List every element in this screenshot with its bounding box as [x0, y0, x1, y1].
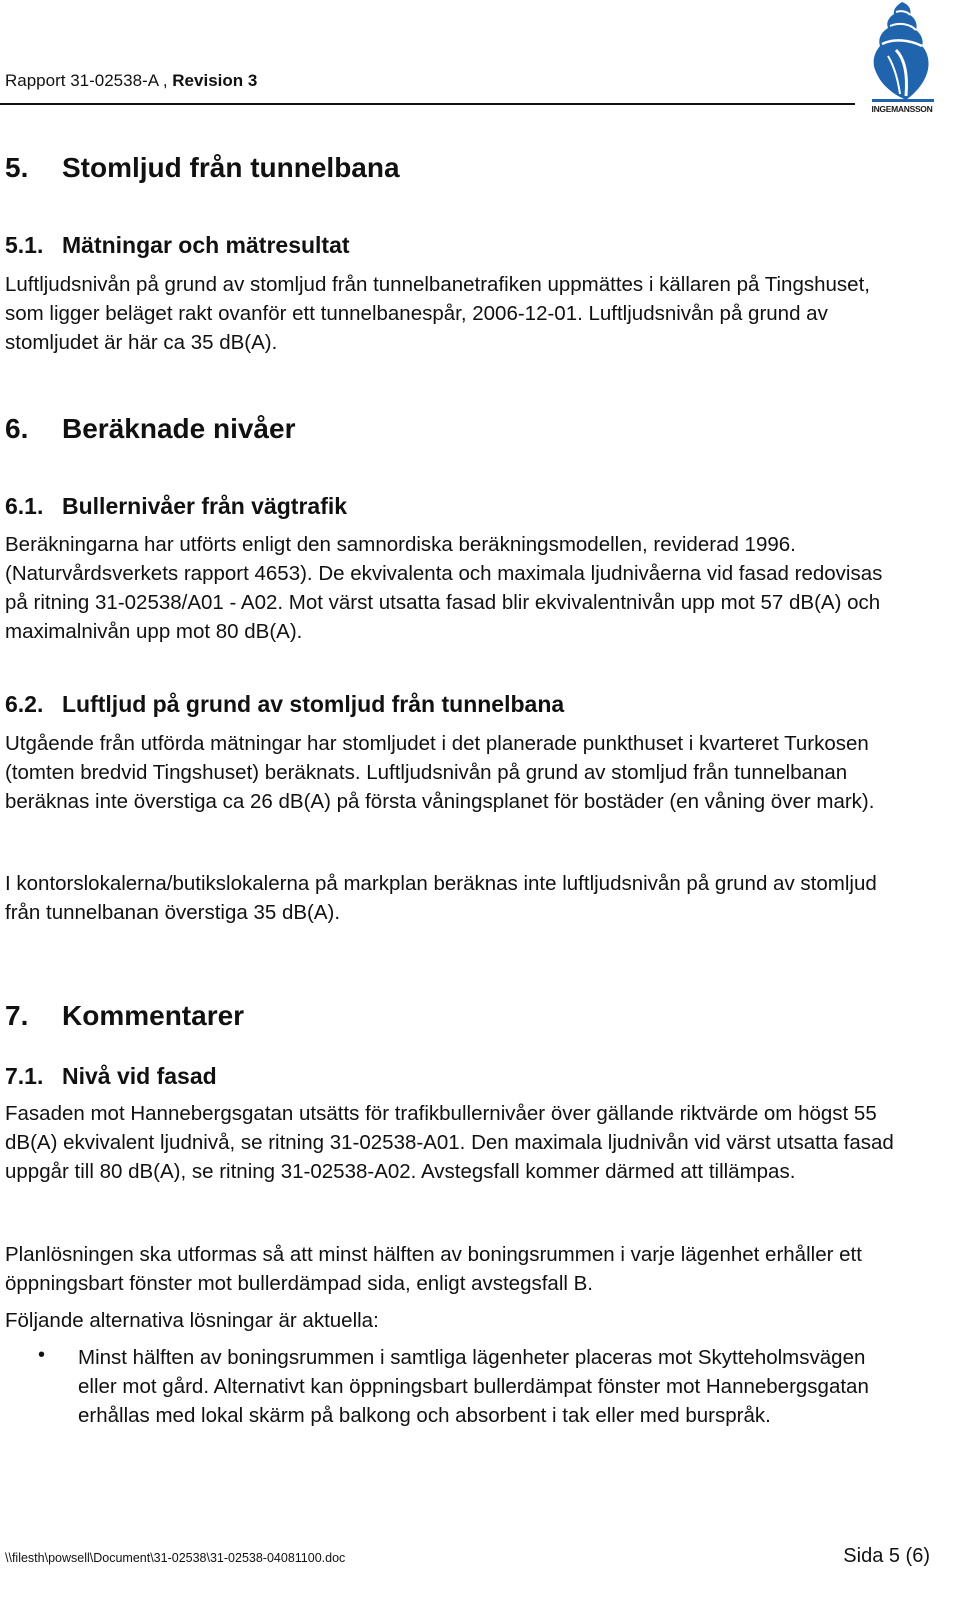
section-number: 7.1.: [5, 1063, 44, 1089]
section-7-1-paragraph-1: Fasaden mot Hannebergsgatan utsätts för trafikbullernivåer över gällande riktvärde om högst 55 dB(A) ekvivalent ljudnivå, se ritning 31-02538-A01. Den maximala ljudnivån vid värst utsatta fasad uppgår till 80 dB(A), se ritning 31-02538-A02. Avstegsfall kommer därmed att tillämpas.: [5, 1102, 894, 1183]
section-5-heading: [5, 152, 400, 184]
bullet-list-item: Minst hälften av boningsrummen i samtliga lägenheter placeras mot Skytteholmsvägen eller mot gård. Alternativt kan öppningsbart bullerdämpat fönster mot Hannebergsgatan erhållas med lokal skärm på balkong och absorbent i tak eller med burspråk.: [78, 1346, 869, 1427]
section-number: 7.: [5, 1000, 29, 1031]
section-number: 5.1.: [5, 232, 44, 258]
footer-page-number: Sida 5 (6): [843, 1545, 930, 1567]
section-7-1-paragraph-2: Planlösningen ska utformas så att minst hälften av boningsrummen i varje lägenhet erhåller ett öppningsbart fönster mot bullerdämpad sida, enligt avstegsfall B.: [5, 1243, 862, 1295]
section-number: 6.2.: [5, 691, 44, 717]
header-rule: [0, 103, 855, 105]
section-title: Kommentarer: [62, 1000, 245, 1031]
report-number: Rapport 31-02538-A ,: [5, 71, 173, 90]
revision-label: Revision 3: [172, 71, 258, 90]
section-6-1-heading: [5, 493, 347, 520]
section-5-1-heading: [5, 232, 350, 259]
section-6-2-heading: [5, 691, 564, 718]
section-title: Mätningar och mätresultat: [62, 232, 350, 258]
section-title: Luftljud på grund av stomljud från tunnelbana: [62, 691, 565, 717]
section-title: Nivå vid fasad: [62, 1063, 217, 1089]
section-title: Bullernivåer från vägtrafik: [62, 493, 348, 519]
section-number: 6.: [5, 413, 29, 444]
section-title: Stomljud från tunnelbana: [62, 152, 400, 183]
section-7-heading: [5, 1000, 244, 1032]
section-6-2-paragraph-1: Utgående från utförda mätningar har stomljudet i det planerade punkthuset i kvarteret Turkosen (tomten bredvid Tingshuset) beräknats. Luftljudsnivån på grund av stomljud från tunnelbanan beräknas inte överstiga ca 26 dB(A) på första våningsplanet för bostäder (en våning över mark).: [5, 732, 875, 813]
shell-logo-icon: [866, 0, 938, 104]
section-title: Beräknade nivåer: [62, 413, 296, 444]
footer-file-path: \\filesth\powsell\Document\31-02538\31-02538-04081100.doc: [5, 1551, 346, 1565]
report-header: [5, 71, 257, 91]
bullet-icon: •: [38, 1344, 46, 1366]
ingemansson-logo: [866, 0, 960, 120]
logo-wordmark: INGEMANSSON: [871, 104, 933, 114]
section-number: 6.1.: [5, 493, 44, 519]
section-5-1-paragraph: Luftljudsnivån på grund av stomljud från tunnelbanetrafiken uppmättes i källaren på Tingshuset, som ligger beläget rakt ovanför ett tunnelbanespår, 2006-12-01. Luftljudsnivån på grund av stomljudet är här ca 35 dB(A).: [5, 273, 870, 354]
section-7-1-paragraph-3: Följande alternativa lösningar är aktuella:: [5, 1309, 379, 1332]
section-6-1-paragraph: Beräkningarna har utförts enligt den samnordiska beräkningsmodellen, reviderad 1996. (Naturvårdsverkets rapport 4653). De ekvivalenta och maximala ljudnivåerna vid fasad redovisas på ritning 31-02538/A01 - A02. Mot värst utsatta fasad blir ekvivalentnivån upp mot 57 dB(A) och maximalnivån upp mot 80 dB(A).: [5, 533, 883, 643]
section-7-1-heading: [5, 1063, 217, 1090]
section-6-heading: [5, 413, 295, 445]
section-6-2-paragraph-2: I kontorslokalerna/butikslokalerna på markplan beräknas inte luftljudsnivån på grund av stomljud från tunnelbanan överstiga 35 dB(A).: [5, 872, 877, 924]
section-number: 5.: [5, 152, 29, 183]
